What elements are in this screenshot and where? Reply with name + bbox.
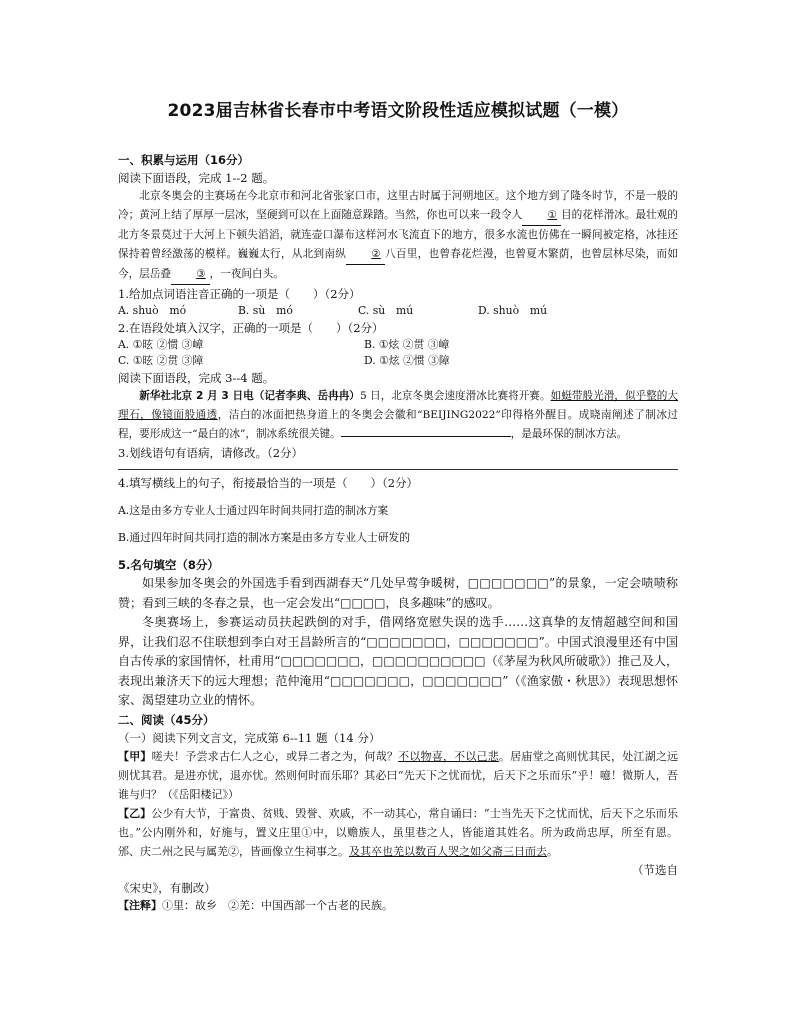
question-2: 2.在语段处填入汉字，正确的一项是（ ）（2分） [118, 321, 384, 335]
jia-label: 【甲】 [118, 749, 152, 763]
section-heading-1: 一、积累与运用（16分） [118, 153, 250, 167]
annotation [118, 897, 678, 915]
news-lead: 新华社北京 2 月 3 日电（记者李典、岳冉冉） [139, 390, 360, 402]
page-title: 2023届吉林省长春市中考语文阶段性适应模拟试题（一模） [167, 101, 629, 121]
classical-text-yi [118, 804, 678, 861]
q2-option-d[interactable]: D. ①炫 ②惯 ③障 [364, 354, 450, 367]
source-line-1: （节选自 [632, 862, 678, 877]
yi-seg2: 。 [547, 844, 558, 858]
q1-option-a[interactable]: A. shuò mó [118, 304, 187, 317]
news-seg3: ，是最环保的制冰方法。 [510, 428, 628, 440]
subsection-1-heading: （一）阅读下列文言文，完成第 6--11 题（14 分） [118, 730, 381, 745]
fill-paragraph-1: 如果参加冬奥会的外国选手看到西湖春天“几处早莺争暖树，□□□□□□□”的景象，一定会啧啧称赞；看到三峡的冬春之景，也一定会发出“□□□□，良多趣味”的感叹。 [118, 576, 678, 610]
classical-text-jia [118, 747, 678, 804]
q2-options-row2 [118, 353, 678, 369]
passage-1-seg3: 八百里，也曾春花烂漫，也曾夏木繁荫，也曾层林尽染，而如今，层岳叠 [118, 248, 679, 280]
fill-paragraph-2: 冬奥赛场上，参赛运动员扶起跌倒的对手，借网络宽慰失误的选手……这真挚的友情超越空间和国界，让我们忍不住联想到李白对王昌龄所言的“□□□□□□□，□□□□□□□”。中国式浪漫里还有中国自古传承的家国情怀，杜甫用“□□□□□□□，□□□□□□□□□□（《茅屋为秋风所破歌》）推己及人，表现出兼济天下的远大理想；范仲淹用“□□□□□□□，□□□□□□□”（《渔家傲・秋思》）表现思想怀家、渴望建功立业的情怀。 [118, 615, 678, 708]
passage-1-seg4: ，一夜间白头。 [209, 268, 284, 280]
q2-option-b[interactable]: B. ①炫 ②贯 ③嶂 [364, 338, 450, 351]
question-4: 4.填写横线上的句子，衔接最恰当的一项是（ ）（2分） [118, 476, 419, 490]
q4-option-a[interactable]: A.这是由多方专业人士通过四年时间共同打造的制冰方案 [118, 503, 389, 517]
q4-answer-line[interactable] [341, 436, 511, 437]
jia-seg1: 嗟夫！予尝求古仁人之心，或异二者之为，何哉？ [151, 749, 399, 763]
source-line-2: 《宋史》，有删改） [118, 880, 216, 895]
question-5: 5.名句填空（8分） [118, 558, 219, 573]
q1-option-c[interactable]: C. sù mú [358, 304, 414, 317]
yi-underlined: 及其卒也羌以数百人哭之如父斋三日而去 [349, 844, 547, 858]
passage-1-seg2: 目的花样滑冰。最壮观的北方冬景莫过于大河上下顿失滔滔，就连壶口瀑布这样河水飞流直下的地方，很多水流也仿佛在一瞬间被定格，冰挂还保持着曾经激荡的模样。巍巍太行，从北到南纵 [118, 209, 678, 260]
q1-option-b[interactable]: B. sù mó [238, 304, 293, 317]
q4-option-b[interactable]: B.通过四年时间共同打造的制冰方案是由多方专业人士研发的 [118, 530, 411, 544]
section-heading-2: 二、阅读（45分） [118, 712, 215, 727]
note-text: ①里：故乡 ②羌：中国西部一个古老的民族。 [162, 898, 393, 912]
q3-answer-line[interactable] [118, 469, 678, 470]
news-seg1: 5 日，北京冬奥会速度滑冰比赛将开赛。 [359, 390, 551, 402]
jia-underlined: 不以物喜，不以己悲 [398, 749, 499, 763]
passage-1 [118, 187, 678, 285]
question-1: 1.给加点词语注音正确的一项是（ ）（2分） [118, 287, 361, 301]
blank-3: ③ [171, 265, 210, 285]
q1-options [118, 303, 678, 319]
news-seg2: ，洁白的冰面把热身道上的冬奥会会徽和“BEIJING2022”印得格外醒目。成晓南阐述了制冰过程，要形成这一“最白的冰”，制冰系统很关键。 [118, 409, 679, 440]
yi-seg1: 公少有大节，于富贵、贫贱、毁誉、欢戚，不一动其心，常自诵曰：“士当先天下之忧而忧，后天下之乐而乐也。”公内刚外和，好施与，置义庄里①中，以赡族人，虽里巷之人，皆能道其姓名。所为政尚忠厚，所至有恩。邠、庆二州之民与属羌②，皆画像立生祠事之。 [118, 806, 678, 858]
q2-options-row1 [118, 337, 678, 353]
note-label: 【注释】 [118, 898, 162, 912]
question-3: 3.划线语句有语病，请修改。（2分） [118, 446, 304, 460]
intro-q1-2: 阅读下面语段，完成 1--2 题。 [118, 171, 275, 185]
q2-option-c[interactable]: C. ①昡 ②贯 ③障 [118, 354, 204, 367]
news-underlined-sentence: 如蜓带般光滑，似乎整的大理石，像镜面般通透 [118, 390, 679, 421]
passage-1-seg1: 北京冬奥会的主赛场在今北京市和河北省张家口市，这里古时属于河朔地区。这个地方到了隆冬时节，不是一般的冷；黄河上结了厚厚一层冰，坚硬到可以在上面随意跺踏。当然，你也可以来一段令人 [118, 190, 678, 221]
blank-1: ① [522, 206, 561, 226]
yi-label: 【乙】 [118, 806, 152, 820]
q2-option-a[interactable]: A. ①昡 ②惯 ③嶂 [118, 338, 204, 351]
intro-q3-4: 阅读下面语段，完成 3--4 题。 [118, 371, 275, 385]
jia-seg2: 。居庙堂之高则忧其民，处江湖之远则忧其君。是进亦忧，退亦忧。然则何时而乐耶？其必曰“先天下之忧而忧，后天下之乐而乐”乎！噫！微斯人，吾谁与归？（《岳阳楼记》） [118, 749, 679, 801]
news-passage [118, 387, 678, 444]
blank-2: ② [346, 245, 385, 265]
exam-page [118, 96, 678, 915]
q1-option-d[interactable]: D. shuò mú [478, 304, 548, 317]
